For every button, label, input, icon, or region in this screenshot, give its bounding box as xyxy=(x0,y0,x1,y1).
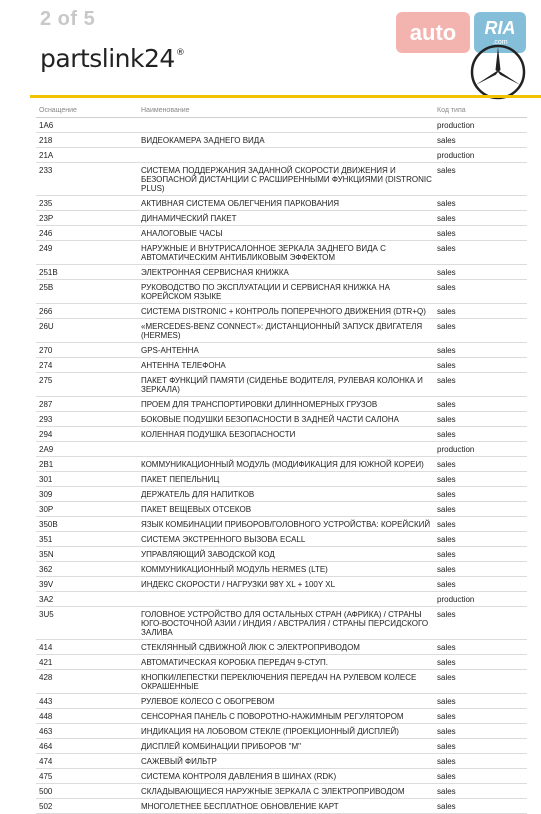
equipment-name-cell: ДЕРЖАТЕЛЬ ДЛЯ НАПИТКОВ xyxy=(141,489,255,499)
table-row xyxy=(36,397,527,412)
equipment-name-cell: ДИНАМИЧЕСКИЙ ПАКЕТ xyxy=(141,213,237,223)
table-row xyxy=(36,211,527,226)
table-row xyxy=(36,640,527,655)
equipment-code-cell: 266 xyxy=(39,306,53,316)
table-row xyxy=(36,280,527,304)
watermark-domain-text: .com xyxy=(492,39,508,46)
table-row xyxy=(36,517,527,532)
type-code-cell: sales xyxy=(437,165,456,175)
type-code-cell: sales xyxy=(437,228,456,238)
equipment-name-cell: СКЛАДЫВАЮЩИЕСЯ НАРУЖНЫЕ ЗЕРКАЛА С ЭЛЕКТРОПРИВОДОМ xyxy=(141,786,405,796)
equipment-name-cell xyxy=(141,595,437,604)
table-row xyxy=(36,739,527,754)
type-code-cell: sales xyxy=(437,786,456,796)
equipment-name-cell: АВТОМАТИЧЕСКАЯ КОРОБКА ПЕРЕДАЧ 9-СТУП. xyxy=(141,657,328,667)
table-row xyxy=(36,754,527,769)
equipment-code-cell: 21A xyxy=(39,150,54,160)
equipment-name-cell: ГОЛОВНОЕ УСТРОЙСТВО ДЛЯ ОСТАЛЬНЫХ СТРАН (АФРИКА) / СТРАНЫ ЮГО-ВОСТОЧНОЙ АЗИИ / ИНДИЯ / АВСТРАЛИЯ / СТРАНЫ ПЕРСИДСКОГО ЗАЛИВА xyxy=(141,609,429,637)
equipment-name-cell: АНАЛОГОВЫЕ ЧАСЫ xyxy=(141,228,223,238)
table-row xyxy=(36,163,527,196)
table-row xyxy=(36,547,527,562)
equipment-name-cell: РУКОВОДСТВО ПО ЭКСПЛУАТАЦИИ И СЕРВИСНАЯ КНИЖКА НА КОРЕЙСКОМ ЯЗЫКЕ xyxy=(141,282,390,301)
column-header-name: Наименование xyxy=(141,107,190,114)
equipment-code-cell: 23P xyxy=(39,213,54,223)
type-code-cell: sales xyxy=(437,741,456,751)
table-row xyxy=(36,412,527,427)
type-code-cell: sales xyxy=(437,267,456,277)
equipment-name-cell: РУЛЕВОЕ КОЛЕСО С ОБОГРЕВОМ xyxy=(141,696,275,706)
equipment-name-cell: GPS-АНТЕННА xyxy=(141,345,199,355)
type-code-cell: sales xyxy=(437,657,456,667)
autoria-watermark-auto: auto xyxy=(396,12,470,53)
type-code-cell: sales xyxy=(437,243,456,253)
table-row xyxy=(36,241,527,265)
logo-registered-mark: ® xyxy=(175,48,185,58)
equipment-name-cell: СТЕКЛЯННЫЙ СДВИЖНОЙ ЛЮК С ЭЛЕКТРОПРИВОДОМ xyxy=(141,642,360,652)
column-header-equipment: Оснащение xyxy=(39,107,77,114)
table-row xyxy=(36,502,527,517)
equipment-code-cell: 275 xyxy=(39,375,53,385)
table-row xyxy=(36,532,527,547)
logo-text: partslink24 xyxy=(40,44,175,73)
equipment-code-cell: 251B xyxy=(39,267,58,277)
type-code-cell: sales xyxy=(437,696,456,706)
equipment-code-cell: 274 xyxy=(39,360,53,370)
table-body xyxy=(36,118,527,814)
equipment-code-cell: 351 xyxy=(39,534,53,544)
type-code-cell: sales xyxy=(437,414,456,424)
type-code-cell: production xyxy=(437,120,475,130)
type-code-cell: sales xyxy=(437,771,456,781)
equipment-code-cell: 26U xyxy=(39,321,54,331)
type-code-cell: production xyxy=(437,444,475,454)
type-code-cell: sales xyxy=(437,711,456,721)
equipment-code-cell: 2B1 xyxy=(39,459,54,469)
table-row xyxy=(36,148,527,163)
equipment-code-cell: 39V xyxy=(39,579,54,589)
equipment-code-cell: 218 xyxy=(39,135,53,145)
type-code-cell: sales xyxy=(437,564,456,574)
equipment-code-cell: 362 xyxy=(39,564,53,574)
table-row xyxy=(36,562,527,577)
equipment-code-cell: 30P xyxy=(39,504,54,514)
table-row xyxy=(36,607,527,640)
equipment-name-cell: БОКОВЫЕ ПОДУШКИ БЕЗОПАСНОСТИ В ЗАДНЕЙ ЧАСТИ САЛОНА xyxy=(141,414,399,424)
type-code-cell: sales xyxy=(437,213,456,223)
type-code-cell: sales xyxy=(437,306,456,316)
type-code-cell: sales xyxy=(437,429,456,439)
equipment-name-cell: УПРАВЛЯЮЩИЙ ЗАВОДСКОЙ КОД xyxy=(141,549,275,559)
type-code-cell: sales xyxy=(437,756,456,766)
equipment-code-cell: 287 xyxy=(39,399,53,409)
equipment-name-cell: ПРОЕМ ДЛЯ ТРАНСПОРТИРОВКИ ДЛИННОМЕРНЫХ ГРУЗОВ xyxy=(141,399,378,409)
table-row xyxy=(36,799,527,814)
equipment-name-cell: ИНДИКАЦИЯ НА ЛОБОВОМ СТЕКЛЕ (ПРОЕКЦИОННЫЙ ДИСПЛЕЙ) xyxy=(141,726,399,736)
equipment-name-cell: АНТЕННА ТЕЛЕФОНА xyxy=(141,360,226,370)
equipment-name-cell: ПАКЕТ ФУНКЦИЙ ПАМЯТИ (СИДЕНЬЕ ВОДИТЕЛЯ, РУЛЕВАЯ КОЛОНКА И ЗЕРКАЛА) xyxy=(141,375,423,394)
equipment-name-cell: САЖЕВЫЙ ФИЛЬТР xyxy=(141,756,217,766)
equipment-name-cell: КОЛЕННАЯ ПОДУШКА БЕЗОПАСНОСТИ xyxy=(141,429,296,439)
equipment-name-cell: НАРУЖНЫЕ И ВНУТРИСАЛОННОЕ ЗЕРКАЛА ЗАДНЕГО ВИДА С АВТОМАТИЧЕСКИМ АНТИБЛИКОВЫМ ЭФФЕКТОМ xyxy=(141,243,386,262)
equipment-name-cell: МНОГОЛЕТНЕЕ БЕСПЛАТНОЕ ОБНОВЛЕНИЕ КАРТ xyxy=(141,801,339,811)
table-row xyxy=(36,118,527,133)
partslink24-logo xyxy=(40,44,184,73)
equipment-code-cell: 309 xyxy=(39,489,53,499)
equipment-code-cell: 246 xyxy=(39,228,53,238)
equipment-name-cell: «MERCEDES-BENZ CONNECT»: ДИСТАНЦИОННЫЙ ЗАПУСК ДВИГАТЕЛЯ (HERMES) xyxy=(141,321,423,340)
equipment-code-cell: 293 xyxy=(39,414,53,424)
equipment-name-cell: ЯЗЫК КОМБИНАЦИИ ПРИБОРОВ/ГОЛОВНОГО УСТРОЙСТВА: КОРЕЙСКИЙ xyxy=(141,519,431,529)
equipment-code-cell: 421 xyxy=(39,657,53,667)
equipment-code-cell: 249 xyxy=(39,243,53,253)
equipment-code-cell: 414 xyxy=(39,642,53,652)
equipment-name-cell: СИСТЕМА КОНТРОЛЯ ДАВЛЕНИЯ В ШИНАХ (RDK) xyxy=(141,771,337,781)
equipment-code-cell: 350B xyxy=(39,519,58,529)
equipment-code-cell: 3A2 xyxy=(39,594,54,604)
page-counter: 2 of 5 xyxy=(40,8,96,30)
equipment-table xyxy=(36,104,527,814)
type-code-cell: sales xyxy=(437,459,456,469)
type-code-cell: sales xyxy=(437,345,456,355)
equipment-code-cell: 294 xyxy=(39,429,53,439)
type-code-cell: sales xyxy=(437,198,456,208)
column-header-type-code: Код типа xyxy=(437,107,466,114)
equipment-code-cell: 2A9 xyxy=(39,444,54,454)
equipment-name-cell: ВИДЕОКАМЕРА ЗАДНЕГО ВИДА xyxy=(141,135,265,145)
type-code-cell: sales xyxy=(437,609,456,619)
equipment-code-cell: 25B xyxy=(39,282,54,292)
equipment-name-cell: СИСТЕМА ПОДДЕРЖАНИЯ ЗАДАННОЙ СКОРОСТИ ДВИЖЕНИЯ И БЕЗОПАСНОЙ ДИСТАНЦИИ С РАСШИРЕННЫМИ ФУНКЦИЯМИ (DISTRONIC PLUS) xyxy=(141,165,432,193)
table-row xyxy=(36,304,527,319)
type-code-cell: sales xyxy=(437,474,456,484)
table-row xyxy=(36,373,527,397)
header-divider xyxy=(30,95,541,98)
equipment-code-cell: 270 xyxy=(39,345,53,355)
equipment-name-cell: ДИСПЛЕЙ КОМБИНАЦИИ ПРИБОРОВ "М" xyxy=(141,741,301,751)
type-code-cell: sales xyxy=(437,360,456,370)
equipment-code-cell: 428 xyxy=(39,672,53,682)
mercedes-star-icon xyxy=(470,44,526,100)
type-code-cell: sales xyxy=(437,726,456,736)
type-code-cell: sales xyxy=(437,135,456,145)
equipment-code-cell: 1A6 xyxy=(39,120,54,130)
table-row xyxy=(36,655,527,670)
equipment-code-cell: 233 xyxy=(39,165,53,175)
equipment-name-cell: СЕНСОРНАЯ ПАНЕЛЬ С ПОВОРОТНО-НАЖИМНЫМ РЕГУЛЯТОРОМ xyxy=(141,711,404,721)
table-row xyxy=(36,358,527,373)
equipment-code-cell: 463 xyxy=(39,726,53,736)
table-row xyxy=(36,577,527,592)
type-code-cell: sales xyxy=(437,534,456,544)
watermark-ria-text: RIA xyxy=(484,18,516,38)
type-code-cell: production xyxy=(437,150,475,160)
table-row xyxy=(36,265,527,280)
equipment-name-cell: АКТИВНАЯ СИСТЕМА ОБЛЕГЧЕНИЯ ПАРКОВАНИЯ xyxy=(141,198,340,208)
table-row xyxy=(36,694,527,709)
table-row xyxy=(36,427,527,442)
equipment-code-cell: 301 xyxy=(39,474,53,484)
table-row xyxy=(36,133,527,148)
equipment-name-cell: ПАКЕТ ПЕПЕЛЬНИЦ xyxy=(141,474,220,484)
equipment-code-cell: 35N xyxy=(39,549,54,559)
type-code-cell: sales xyxy=(437,519,456,529)
table-row xyxy=(36,319,527,343)
equipment-code-cell: 235 xyxy=(39,198,53,208)
equipment-code-cell: 474 xyxy=(39,756,53,766)
type-code-cell: sales xyxy=(437,642,456,652)
type-code-cell: sales xyxy=(437,489,456,499)
equipment-name-cell: КОММУНИКАЦИОННЫЙ МОДУЛЬ (МОДИФИКАЦИЯ ДЛЯ ЮЖНОЙ КОРЕИ) xyxy=(141,459,424,469)
type-code-cell: sales xyxy=(437,375,456,385)
table-header xyxy=(36,104,527,118)
equipment-name-cell: ИНДЕКС СКОРОСТИ / НАГРУЗКИ 98Y XL + 100Y XL xyxy=(141,579,336,589)
table-row xyxy=(36,784,527,799)
table-row xyxy=(36,343,527,358)
equipment-code-cell: 475 xyxy=(39,771,53,781)
equipment-name-cell: КНОПКИ/ЛЕПЕСТКИ ПЕРЕКЛЮЧЕНИЯ ПЕРЕДАЧ НА РУЛЕВОМ КОЛЕСЕ ОКРАШЕННЫЕ xyxy=(141,672,417,691)
equipment-name-cell: СИСТЕМА DISTRONIC + КОНТРОЛЬ ПОПЕРЕЧНОГО ДВИЖЕНИЯ (DTR+Q) xyxy=(141,306,426,316)
equipment-code-cell: 464 xyxy=(39,741,53,751)
type-code-cell: sales xyxy=(437,549,456,559)
equipment-code-cell: 500 xyxy=(39,786,53,796)
table-row xyxy=(36,709,527,724)
table-row xyxy=(36,769,527,784)
table-row xyxy=(36,487,527,502)
equipment-name-cell: КОММУНИКАЦИОННЫЙ МОДУЛЬ HERMES (LTE) xyxy=(141,564,328,574)
equipment-code-cell: 443 xyxy=(39,696,53,706)
table-row xyxy=(36,472,527,487)
table-row xyxy=(36,457,527,472)
type-code-cell: production xyxy=(437,594,475,604)
type-code-cell: sales xyxy=(437,399,456,409)
type-code-cell: sales xyxy=(437,321,456,331)
type-code-cell: sales xyxy=(437,672,456,682)
equipment-code-cell: 448 xyxy=(39,711,53,721)
type-code-cell: sales xyxy=(437,801,456,811)
equipment-name-cell: ЭЛЕКТРОННАЯ СЕРВИСНАЯ КНИЖКА xyxy=(141,267,289,277)
equipment-name-cell: СИСТЕМА ЭКСТРЕННОГО ВЫЗОВА ECALL xyxy=(141,534,306,544)
table-row xyxy=(36,724,527,739)
table-row xyxy=(36,442,527,457)
table-row xyxy=(36,670,527,694)
equipment-name-cell: ПАКЕТ ВЕЩЕВЫХ ОТСЕКОВ xyxy=(141,504,252,514)
type-code-cell: sales xyxy=(437,282,456,292)
equipment-name-cell xyxy=(141,121,437,130)
table-row xyxy=(36,196,527,211)
table-row xyxy=(36,226,527,241)
type-code-cell: sales xyxy=(437,579,456,589)
equipment-name-cell xyxy=(141,151,437,160)
type-code-cell: sales xyxy=(437,504,456,514)
table-row xyxy=(36,592,527,607)
equipment-code-cell: 502 xyxy=(39,801,53,811)
equipment-code-cell: 3U5 xyxy=(39,609,54,619)
equipment-name-cell xyxy=(141,445,437,454)
